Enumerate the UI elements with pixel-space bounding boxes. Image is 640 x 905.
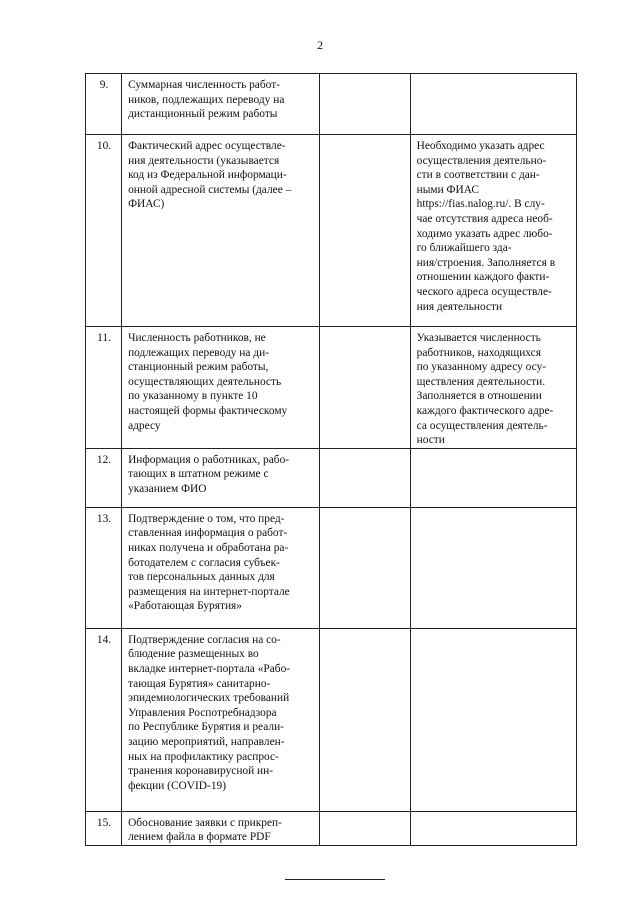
row-note bbox=[410, 811, 576, 845]
row-value-cell[interactable] bbox=[320, 74, 410, 135]
table-row bbox=[86, 135, 577, 327]
row-number: 14. bbox=[86, 628, 122, 811]
row-value-cell[interactable] bbox=[320, 135, 410, 327]
end-divider bbox=[285, 879, 385, 880]
row-number: 9. bbox=[86, 74, 122, 135]
row-label: Обоснование заявки с прикреп- лением файла в формате PDF bbox=[122, 811, 320, 845]
row-note: Необходимо указать адрес осуществления деятельно- сти в соответствии с дан- ными ФИАС https://fias.nalog.ru/. В слу- чае отсутствия адреса необ- ходимо указать адрес любо- го ближайшего зда- ния/строения. Заполняется в отношении каждого факти- ческого адреса осуществле- ния деятельности bbox=[410, 135, 576, 327]
row-label: Подтверждение согласия на со- блюдение размещенных во вкладке интернет-портала «Рабо- тающая Бурятия» санитарно- эпидемиологических требований Управления Роспотребнадзора по Республике Бурятия и реали- зацию мероприятий, направлен- ных на профилактику распрос- транения коронавирусной ин- фекции (COVID-19) bbox=[122, 628, 320, 811]
table-row bbox=[86, 74, 577, 135]
row-note: Указывается численность работников, находящихся по указанному адресу осу- ществления деятельности. Заполняется в отношении каждого фактического адре- са осуществления деятель- ности bbox=[410, 327, 576, 449]
row-note bbox=[410, 507, 576, 628]
row-label: Суммарная численность работ- ников, подлежащих переводу на дистанционный режим работы bbox=[122, 74, 320, 135]
row-label: Подтверждение о том, что пред- ставленная информация о работ- никах получена и обработана ра- ботодателем с согласия субъек- тов персональных данных для размещения на интернет-портале «Работающая Бурятия» bbox=[122, 507, 320, 628]
table-row bbox=[86, 448, 577, 507]
page-number: 2 bbox=[317, 38, 323, 52]
row-number: 13. bbox=[86, 507, 122, 628]
row-value-cell[interactable] bbox=[320, 628, 410, 811]
row-note bbox=[410, 74, 576, 135]
table-row bbox=[86, 507, 577, 628]
row-value-cell[interactable] bbox=[320, 811, 410, 845]
form-table bbox=[85, 73, 577, 846]
row-value-cell[interactable] bbox=[320, 507, 410, 628]
row-note bbox=[410, 628, 576, 811]
row-label: Фактический адрес осуществле- ния деятельности (указывается код из Федеральной информаци- онной адресной системы (далее – ФИАС) bbox=[122, 135, 320, 327]
row-number: 12. bbox=[86, 448, 122, 507]
table-row bbox=[86, 327, 577, 449]
row-note bbox=[410, 448, 576, 507]
row-number: 15. bbox=[86, 811, 122, 845]
row-value-cell[interactable] bbox=[320, 327, 410, 449]
row-label: Численность работников, не подлежащих переводу на ди- станционный режим работы, осуществляющих деятельность по указанному в пункте 10 настоящей формы фактическому адресу bbox=[122, 327, 320, 449]
table-row bbox=[86, 628, 577, 811]
row-number: 11. bbox=[86, 327, 122, 449]
table-row bbox=[86, 811, 577, 845]
row-value-cell[interactable] bbox=[320, 448, 410, 507]
row-number: 10. bbox=[86, 135, 122, 327]
row-label: Информация о работниках, рабо- тающих в штатном режиме с указанием ФИО bbox=[122, 448, 320, 507]
